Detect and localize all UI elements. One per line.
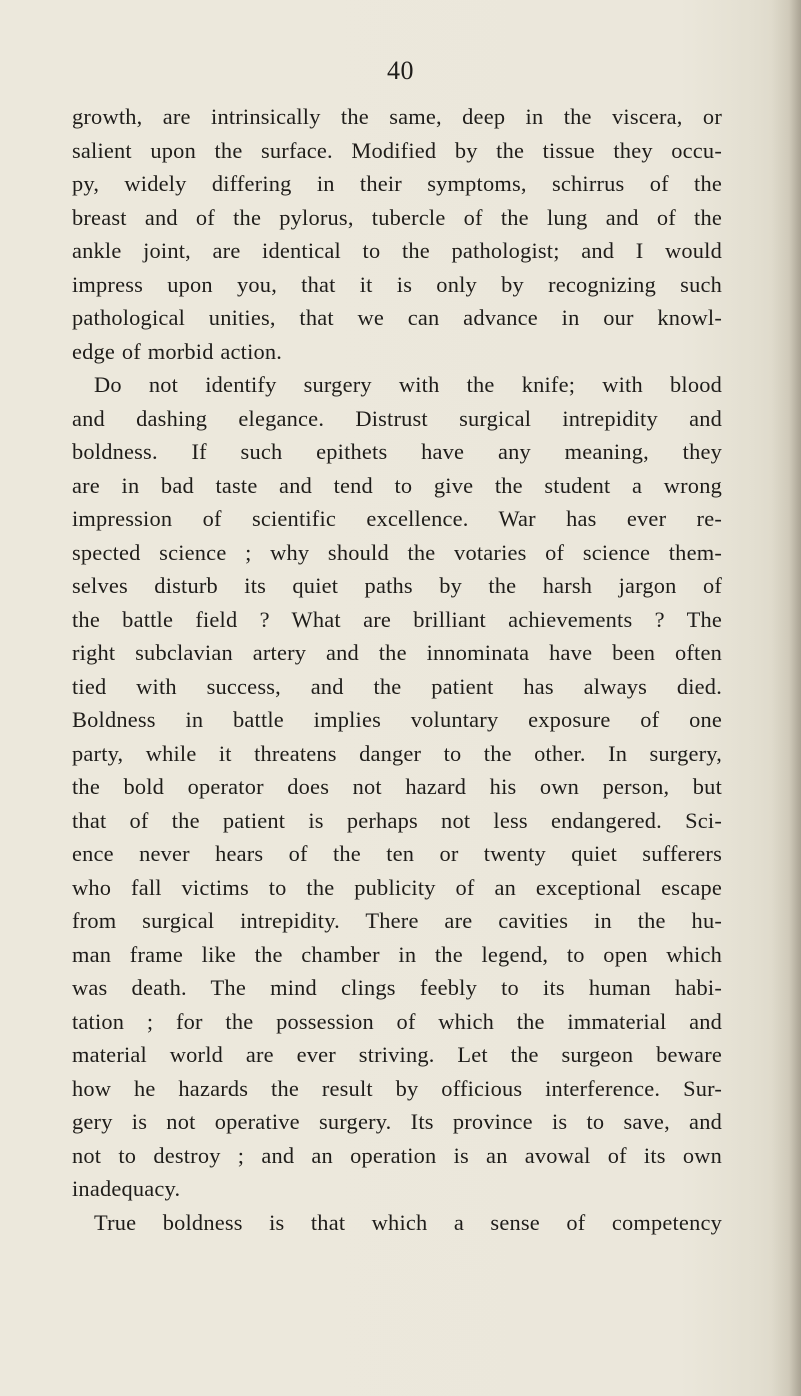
page-edge-shadow [771,0,801,1396]
text-line: man frame like the chamber in the legend, to open which [72,941,722,967]
text-line: growth, are intrinsically the same, deep in the viscera, or [72,104,722,129]
body-text [72,100,722,1239]
text-line: not to destroy ; and an operation is an avowal of its own [72,1142,722,1168]
text-line: how he hazards the result by officious interference. Sur- [72,1075,722,1101]
text-line: breast and of the pylorus, tubercle of the lung and of the [72,204,722,230]
text-line: ankle joint, are identical to the pathologist; and I would [72,238,722,263]
text-line: salient upon the surface. Modified by the tissue they occu- [72,137,722,163]
text-line: pathological unities, that we can advance in our knowl- [72,305,722,330]
text-line: party, while it threatens danger to the other. In surgery, [72,740,722,766]
text-line: edge of morbid action. [72,338,283,364]
text-line: spected science ; why should the votaries of science them- [72,539,722,565]
text-line: selves disturb its quiet paths by the harsh jargon of [72,573,722,598]
text-line: ence never hears of the ten or twenty quiet sufferers [72,841,722,866]
text-line: py, widely differing in their symptoms, schirrus of the [72,171,722,196]
text-line: gery is not operative surgery. Its province is to save, and [72,1109,722,1134]
paragraph-start-line: Do not identify surgery with the knife; with blood [94,372,722,397]
text-line: that of the patient is perhaps not less endangered. Sci- [72,807,722,833]
text-line: tation ; for the possession of which the immaterial and [72,1008,722,1034]
paragraph-start-line: True boldness is that which a sense of competency [94,1209,722,1235]
text-line: material world are ever striving. Let the surgeon beware [72,1042,722,1067]
text-line: right subclavian artery and the innominata have been often [72,640,722,665]
text-line: was death. The mind clings feebly to its human habi- [72,975,722,1000]
text-line: Boldness in battle implies voluntary exposure of one [72,707,722,732]
text-line: the bold operator does not hazard his own person, but [72,774,722,799]
text-line: impression of scientific excellence. War has ever re- [72,506,722,531]
text-line: boldness. If such epithets have any meaning, they [72,439,722,464]
text-line: the battle field ? What are brilliant achievements ? The [72,606,722,632]
page-number: 40 [387,56,414,85]
text-line: who fall victims to the publicity of an exceptional escape [72,874,722,900]
text-line: and dashing elegance. Distrust surgical intrepidity and [72,405,722,431]
text-line: impress upon you, that it is only by recognizing such [72,271,722,297]
text-line: inadequacy. [72,1176,181,1201]
text-line: from surgical intrepidity. There are cavities in the hu- [72,908,722,933]
text-line: are in bad taste and tend to give the student a wrong [72,472,722,498]
text-line: tied with success, and the patient has always died. [72,673,722,699]
